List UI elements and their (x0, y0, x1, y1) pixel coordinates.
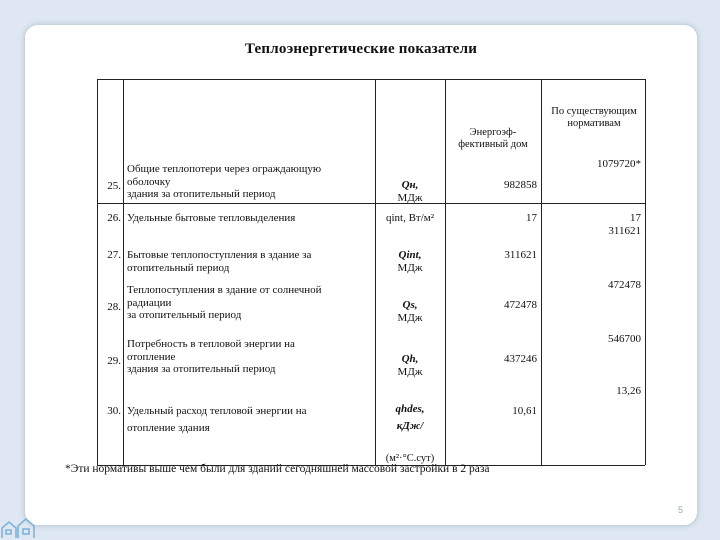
row-number: 28. (107, 301, 121, 313)
table-border (645, 79, 646, 465)
footnote: *Эти нормативы выше чем были для зданий сегодняшней массовой застройки в 2 раза (65, 463, 490, 475)
value-energy-efficient: 982858 (504, 179, 537, 191)
header-energy-efficient: Энергоэф-фективный дом (458, 127, 528, 150)
row-number: 30. (107, 405, 121, 417)
row-description: Потребность в тепловой энергии на отопление здания за отопительный период (127, 338, 295, 375)
row-unit: Qint, МДж (397, 249, 423, 274)
row-description: Удельные бытовые тепловыделения (127, 212, 296, 224)
value-energy-efficient: 472478 (504, 299, 537, 311)
value-by-norms: 546700 (608, 333, 641, 345)
row-description: Общие теплопотери через ограждающую оболочку здания за отопительный период (127, 163, 322, 200)
row-divider (97, 203, 645, 204)
value-energy-efficient: 17 (526, 212, 537, 224)
value-energy-efficient: 311621 (504, 249, 537, 261)
value-energy-efficient: 437246 (504, 353, 537, 365)
row-unit: Qs, МДж (397, 299, 423, 324)
row-unit-extra: (м²·°С.сут) (385, 453, 435, 464)
row-unit: qhdes, кДж/ (395, 403, 425, 432)
row-unit: qint, Вт/м² (385, 212, 435, 224)
value-by-norms: 311621 (608, 225, 641, 237)
page-title: Теплоэнергетические показатели (244, 41, 478, 57)
table-border (97, 79, 645, 80)
header-by-norms: По существующим нормативам (551, 106, 637, 129)
row-number: 25. (107, 180, 121, 192)
houses-logo-icon (0, 512, 40, 540)
slide (24, 24, 698, 526)
row-description: Бытовые теплопоступления в здание за отопительный период (127, 249, 312, 274)
row-unit: Qн, МДж (397, 179, 423, 204)
table-border (541, 79, 542, 465)
row-description: Удельный расход тепловой энергии на отопление здания (127, 405, 307, 434)
indicators-table (97, 79, 645, 465)
row-number: 26. (107, 212, 121, 224)
page-number: 5 (677, 505, 683, 515)
value-by-norms: 17 (630, 212, 641, 224)
value-by-norms: 472478 (608, 279, 641, 291)
value-by-norms: 1079720* (597, 158, 641, 170)
value-by-norms: 13,26 (616, 385, 641, 397)
row-number: 27. (107, 249, 121, 261)
row-description: Теплопоступления в здание от солнечной радиации за отопительный период (127, 284, 322, 321)
value-energy-efficient: 10,61 (512, 405, 537, 417)
row-unit: Qh, МДж (397, 353, 423, 378)
table-border (123, 79, 124, 465)
row-number: 29. (107, 355, 121, 367)
